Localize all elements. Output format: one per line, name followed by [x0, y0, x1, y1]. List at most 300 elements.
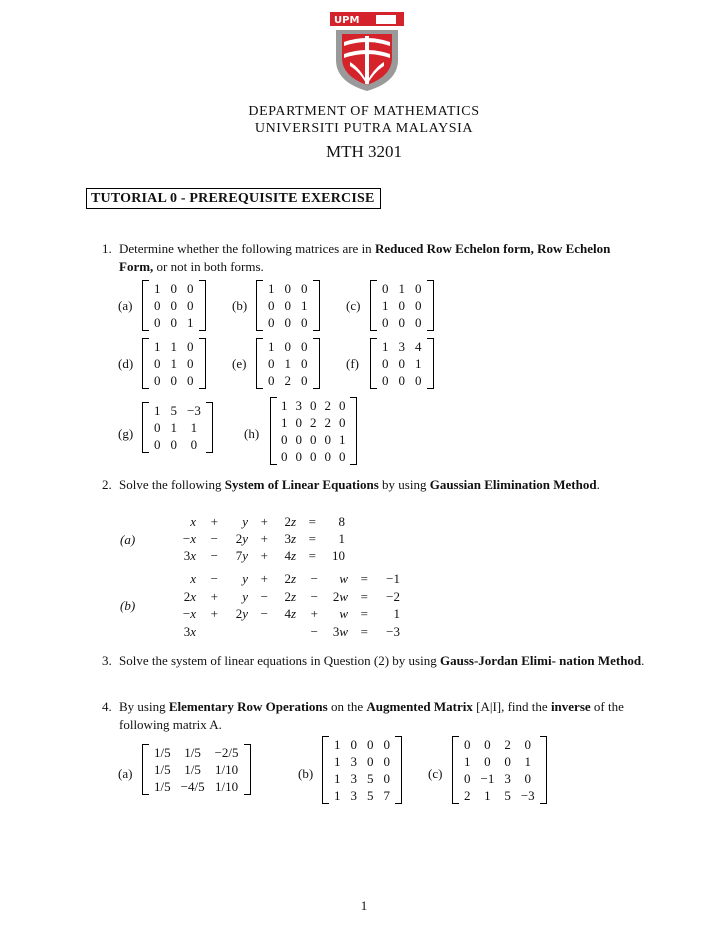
eq-char: w	[339, 606, 348, 621]
matrix-cell: 0	[382, 373, 389, 388]
q1-matrix-h-label: (h)	[244, 426, 260, 441]
matrix-row	[329, 753, 395, 770]
matrix-row	[459, 736, 540, 753]
system-b-term: =	[360, 623, 368, 639]
system-b-term: −1	[386, 571, 400, 586]
system-a-term: =	[308, 514, 316, 529]
matrix-cell: 2	[504, 737, 511, 752]
left-bracket	[142, 402, 149, 453]
eq-char: x	[190, 623, 196, 639]
matrix-cell: 1	[382, 339, 389, 354]
system-b-term: −	[310, 571, 318, 586]
question-text	[119, 698, 647, 733]
q4-matrix-a-matrix	[142, 744, 251, 795]
matrix-cell: 0	[295, 415, 302, 430]
matrix-cell: 0	[170, 281, 177, 296]
q2-text-bold-1: System of Linear Equations	[224, 477, 379, 492]
right-bracket	[206, 402, 213, 453]
eq-char: z	[290, 531, 296, 546]
q1-matrix-d-matrix	[142, 338, 206, 389]
q1-matrix-f-matrix	[370, 338, 434, 389]
q1-matrix-a-matrix	[142, 280, 206, 331]
eq-char: w	[339, 623, 348, 639]
matrix-row	[377, 338, 427, 355]
matrix-row	[149, 297, 199, 314]
university-heading: UNIVERSITI PUTRA MALAYSIA	[254, 121, 474, 136]
eq-char: x	[190, 548, 196, 563]
matrix-cell: 1	[154, 403, 161, 418]
q1-matrix-c-label: (c)	[346, 298, 361, 313]
matrix-cell: 0	[284, 281, 291, 296]
matrix-cell: 0	[339, 398, 346, 413]
matrix-cell: 1	[190, 420, 198, 435]
matrix-cell: 0	[154, 420, 161, 435]
matrix-row	[263, 372, 313, 389]
matrix-cell: 0	[464, 771, 471, 786]
matrix-cell: 2	[310, 415, 317, 430]
system-a-label: (a)	[120, 532, 136, 547]
eq-char: 7	[235, 548, 243, 563]
q1-text-post: or not in both forms.	[153, 258, 264, 274]
matrix-cell: 0	[284, 339, 291, 354]
matrix-row	[329, 770, 395, 787]
matrix-table	[149, 280, 199, 331]
q1-text-bold: Reduced Row Echelon form, Row Echelon Form,	[119, 241, 611, 274]
question-2	[102, 476, 647, 494]
q1-matrix-f-label: (f)	[346, 356, 359, 371]
eq-char: 3	[284, 531, 291, 546]
matrix-row	[263, 338, 313, 355]
q4-matrix-b-matrix	[322, 736, 402, 804]
q4-text-bold-2: Augmented Matrix	[366, 699, 473, 714]
matrix-table	[459, 736, 540, 804]
matrix-cell: 3	[350, 754, 357, 769]
eq-char: 2	[284, 588, 291, 604]
matrix-cell: 0	[301, 315, 308, 330]
matrix-cell: 0	[310, 432, 317, 447]
matrix-cell: 1	[170, 339, 177, 354]
system-b-term	[156, 624, 196, 640]
q1-matrix-g-label: (g)	[118, 426, 134, 441]
matrix-cell: 0	[170, 298, 177, 313]
matrix-cell: 3	[350, 788, 357, 803]
q4-matrix-a-label: (a)	[118, 766, 133, 781]
matrix-row	[329, 736, 395, 753]
q2-text-bold-2: Gaussian Elimination Method	[429, 477, 597, 492]
matrix-cell: 0	[154, 298, 161, 313]
matrix-cell: 0	[187, 298, 194, 313]
matrix-row	[329, 787, 395, 804]
q4-text-mid: on the	[327, 699, 367, 714]
eq-char: y	[242, 588, 248, 604]
matrix-row	[149, 338, 199, 355]
matrix-row	[149, 761, 244, 778]
matrix-cell: 3	[398, 339, 405, 354]
system-a-term: 10	[332, 548, 345, 563]
matrix-cell: 0	[301, 356, 308, 371]
matrix-cell: 0	[187, 339, 194, 354]
question-number: 4.	[102, 699, 112, 714]
q4-matrix-c-label: (c)	[428, 766, 443, 781]
system-a-term: 1	[338, 531, 345, 546]
eq-char: y	[242, 514, 248, 529]
matrix-cell: 0	[154, 437, 161, 452]
matrix-cell: 0	[415, 298, 422, 313]
left-bracket	[270, 397, 277, 465]
matrix-cell: 5	[504, 788, 511, 803]
matrix-row	[149, 402, 206, 419]
matrix-cell: 2	[284, 373, 291, 388]
matrix-cell: 1	[170, 356, 177, 371]
system-b-term: =	[360, 606, 368, 621]
matrix-cell: 1/5	[154, 762, 171, 777]
matrix-row	[277, 414, 350, 431]
matrix-cell: 0	[398, 315, 405, 330]
matrix-cell: 0	[268, 298, 275, 313]
matrix-cell: 1	[415, 356, 422, 371]
matrix-row	[149, 372, 199, 389]
system-a-term: −	[210, 548, 218, 563]
question-text	[119, 476, 647, 494]
left-bracket	[142, 338, 149, 389]
matrix-cell: 0	[170, 437, 177, 452]
matrix-table	[149, 744, 244, 795]
matrix-cell: 0	[310, 449, 317, 464]
logo-book-icon	[376, 15, 396, 24]
matrix-cell: 0	[383, 771, 390, 786]
matrix-cell: 1	[281, 415, 288, 430]
eq-char: z	[290, 606, 296, 621]
system-b-term: −	[310, 588, 318, 604]
matrix-cell: 0	[415, 281, 422, 296]
matrix-table	[149, 338, 199, 389]
matrix-cell: 1	[154, 339, 161, 354]
matrix-cell: 0	[170, 373, 177, 388]
matrix-row	[149, 355, 199, 372]
matrix-row	[263, 355, 313, 372]
system-b-term: −	[260, 606, 268, 621]
eq-char: y	[242, 606, 248, 621]
matrix-cell: 1/5	[154, 745, 171, 760]
matrix-row	[377, 297, 427, 314]
matrix-table	[263, 338, 313, 389]
question-text	[119, 652, 647, 670]
right-bracket	[199, 338, 206, 389]
left-bracket	[256, 280, 263, 331]
matrix-cell: 1	[398, 281, 405, 296]
matrix-cell: 0	[339, 449, 346, 464]
question-number: 3.	[102, 653, 112, 668]
matrix-cell: 0	[281, 449, 288, 464]
matrix-cell: 1	[154, 281, 161, 296]
matrix-cell: −4/5	[180, 779, 205, 794]
system-b-term: =	[360, 571, 368, 586]
matrix-row	[277, 431, 350, 448]
eq-char: x	[190, 531, 196, 546]
matrix-cell: 0	[383, 737, 390, 752]
eq-char: −	[182, 606, 191, 621]
matrix-cell: 0	[187, 356, 194, 371]
system-b-term: +	[310, 606, 318, 621]
matrix-row	[377, 314, 427, 331]
matrix-cell: 0	[310, 398, 317, 413]
upm-logo	[330, 12, 404, 92]
matrix-cell: 0	[339, 415, 346, 430]
matrix-cell: 1	[170, 420, 177, 435]
matrix-cell: 2	[464, 788, 471, 803]
matrix-cell: 0	[415, 373, 422, 388]
matrix-cell: −1	[480, 771, 495, 786]
matrix-cell: 0	[301, 373, 308, 388]
right-bracket	[313, 338, 320, 389]
q1-matrix-e-label: (e)	[232, 356, 247, 371]
system-b-term: +	[260, 571, 268, 586]
question-number: 1.	[102, 241, 112, 256]
eq-char: 3	[183, 548, 191, 563]
matrix-cell: 0	[154, 373, 161, 388]
matrix-table	[377, 338, 427, 389]
matrix-cell: 2	[324, 398, 331, 413]
left-bracket	[142, 280, 149, 331]
matrix-cell: 0	[154, 315, 161, 330]
q1-matrix-a-label: (a)	[118, 298, 133, 313]
q3-text-bold: Gauss-Jordan Elimi- nation Method	[439, 653, 642, 668]
eq-char: 2	[332, 588, 340, 604]
eq-char: 2	[235, 531, 243, 546]
matrix-cell: 1	[281, 398, 288, 413]
eq-char: z	[290, 548, 296, 563]
q4-text-mid-2: [A|I], find the	[472, 699, 551, 714]
eq-char: y	[242, 571, 248, 586]
matrix-cell: 5	[367, 788, 374, 803]
q4-text-pre: By using	[119, 699, 169, 714]
left-bracket	[370, 338, 377, 389]
matrix-row	[459, 787, 540, 804]
matrix-row	[149, 314, 199, 331]
q1-matrix-e-matrix	[256, 338, 320, 389]
matrix-cell: 3	[295, 398, 302, 413]
matrix-cell: 1	[484, 788, 491, 803]
system-a-term: +	[260, 548, 268, 563]
system-b-term: +	[210, 588, 218, 604]
matrix-row	[263, 297, 313, 314]
matrix-row	[377, 280, 427, 297]
matrix-cell: 4	[415, 339, 422, 354]
q1-matrix-g-matrix	[142, 402, 213, 453]
question-text	[119, 240, 647, 275]
system-b-label: (b)	[120, 598, 136, 613]
eq-char: x	[190, 588, 196, 604]
matrix-cell: 0	[464, 737, 471, 752]
matrix-row	[149, 280, 199, 297]
q2-text-pre: Solve the following	[119, 477, 225, 492]
matrix-cell: −2/5	[214, 745, 239, 760]
matrix-table	[329, 736, 395, 804]
eq-char: w	[339, 588, 348, 604]
matrix-cell: 0	[524, 771, 532, 786]
matrix-cell: 0	[187, 373, 194, 388]
system-a-term: −	[210, 531, 218, 546]
system-b-term: −2	[386, 588, 400, 604]
matrix-cell: 0	[301, 339, 308, 354]
matrix-cell: 0	[504, 754, 511, 769]
matrix-cell: 0	[301, 281, 308, 296]
matrix-table	[263, 280, 313, 331]
matrix-cell: 0	[187, 281, 194, 296]
matrix-cell: 0	[268, 373, 275, 388]
matrix-cell: 1/10	[214, 779, 239, 794]
logo-stem	[365, 36, 369, 84]
matrix-row	[149, 419, 206, 436]
matrix-row	[263, 280, 313, 297]
eq-char: 3	[183, 623, 191, 639]
system-b-term: −	[210, 571, 218, 586]
right-bracket	[350, 397, 357, 465]
left-bracket	[256, 338, 263, 389]
q4-text-bold-1: Elementary Row Operations	[168, 699, 328, 714]
matrix-table	[377, 280, 427, 331]
matrix-cell: 5	[367, 771, 374, 786]
eq-char: z	[290, 571, 296, 586]
eq-char: 4	[284, 548, 291, 563]
matrix-cell: 1	[334, 737, 341, 752]
q3-text-post: .	[641, 653, 645, 668]
eq-char: 2	[284, 514, 291, 529]
q1-matrix-h-matrix	[270, 397, 357, 465]
matrix-row	[377, 372, 427, 389]
right-bracket	[427, 280, 434, 331]
matrix-cell: 1/5	[184, 762, 201, 777]
matrix-row	[149, 744, 244, 761]
matrix-cell: 1	[382, 298, 389, 313]
matrix-cell: 0	[281, 432, 288, 447]
q2-text-post: .	[596, 477, 600, 492]
matrix-cell: 0	[367, 754, 374, 769]
matrix-cell: 1	[464, 754, 471, 769]
matrix-cell: 2	[324, 415, 331, 430]
matrix-cell: 0	[284, 298, 291, 313]
system-b-term: =	[360, 588, 368, 604]
matrix-row	[459, 770, 540, 787]
question-1	[102, 240, 647, 275]
q1-matrix-b-matrix	[256, 280, 320, 331]
system-a-term: +	[210, 514, 218, 529]
matrix-cell: 0	[170, 315, 177, 330]
matrix-cell: 0	[398, 356, 405, 371]
eq-char: x	[190, 571, 196, 586]
eq-char: y	[242, 548, 248, 563]
system-b-term: 1	[393, 606, 400, 621]
matrix-cell: −3	[187, 403, 201, 418]
q4-matrix-c-matrix	[452, 736, 547, 804]
system-b-term: −3	[386, 623, 400, 639]
matrix-cell: 3	[504, 771, 511, 786]
matrix-row	[149, 436, 206, 453]
q1-matrix-c-matrix	[370, 280, 434, 331]
system-a-term: 8	[338, 514, 345, 529]
right-bracket	[199, 280, 206, 331]
matrix-cell: 1/10	[214, 762, 239, 777]
system-b-term: −	[260, 588, 268, 604]
matrix-cell: 0	[350, 737, 357, 752]
matrix-table	[277, 397, 350, 465]
matrix-cell: 0	[295, 432, 302, 447]
matrix-cell: 0	[324, 432, 331, 447]
left-bracket	[370, 280, 377, 331]
matrix-cell: 0	[154, 356, 161, 371]
matrix-cell: 1	[339, 432, 346, 447]
matrix-cell: 1	[268, 339, 275, 354]
eq-char: 2	[183, 588, 191, 604]
system-a-term: +	[260, 531, 268, 546]
question-number: 2.	[102, 477, 112, 492]
matrix-cell: 1	[334, 788, 341, 803]
matrix-cell: 1	[334, 771, 341, 786]
matrix-row	[277, 448, 350, 465]
left-bracket	[322, 736, 329, 804]
eq-char: 2	[235, 606, 243, 621]
matrix-cell: 0	[383, 754, 390, 769]
right-bracket	[540, 736, 547, 804]
left-bracket	[452, 736, 459, 804]
eq-char: z	[290, 588, 296, 604]
system-a-term: +	[260, 514, 268, 529]
eq-char: 2	[284, 571, 291, 586]
system-a-term: =	[308, 548, 316, 563]
matrix-cell: 5	[170, 403, 177, 418]
right-bracket	[427, 338, 434, 389]
right-bracket	[395, 736, 402, 804]
matrix-cell: 1	[524, 754, 532, 769]
eq-char: z	[290, 514, 296, 529]
matrix-cell: 1	[301, 298, 308, 313]
left-bracket	[142, 744, 149, 795]
matrix-cell: 1/5	[154, 779, 171, 794]
matrix-cell: 0	[415, 315, 422, 330]
system-b-term: +	[210, 606, 218, 621]
matrix-cell: 3	[350, 771, 357, 786]
matrix-cell: 1/5	[184, 745, 201, 760]
matrix-cell: 1	[334, 754, 341, 769]
right-bracket	[313, 280, 320, 331]
department-heading: DEPARTMENT OF MATHEMATICS	[248, 104, 480, 119]
q4-matrix-b-label: (b)	[298, 766, 314, 781]
matrix-row	[459, 753, 540, 770]
matrix-cell: 1	[187, 315, 194, 330]
matrix-row	[149, 778, 244, 795]
matrix-cell: 0	[524, 737, 532, 752]
eq-char: x	[190, 514, 196, 529]
logo-text: UPM	[334, 15, 360, 26]
matrix-cell: 0	[324, 449, 331, 464]
q2-text-mid: by using	[378, 477, 430, 492]
tutorial-title: TUTORIAL 0 - PREREQUISITE EXERCISE	[86, 188, 381, 209]
matrix-cell: 0	[268, 356, 275, 371]
q4-text-bold-3: inverse	[550, 699, 591, 714]
matrix-row	[377, 355, 427, 372]
right-bracket	[244, 744, 251, 795]
matrix-cell: −3	[520, 788, 535, 803]
question-3	[102, 652, 647, 670]
matrix-cell: 0	[190, 437, 198, 452]
q3-text-pre: Solve the system of linear equations in Question (2) by using	[119, 653, 440, 668]
page-number: 1	[360, 898, 368, 913]
eq-char: y	[242, 531, 248, 546]
matrix-cell: 1	[268, 281, 275, 296]
matrix-row	[263, 314, 313, 331]
q1-matrix-d-label: (d)	[118, 356, 134, 371]
eq-char: 3	[332, 623, 340, 639]
